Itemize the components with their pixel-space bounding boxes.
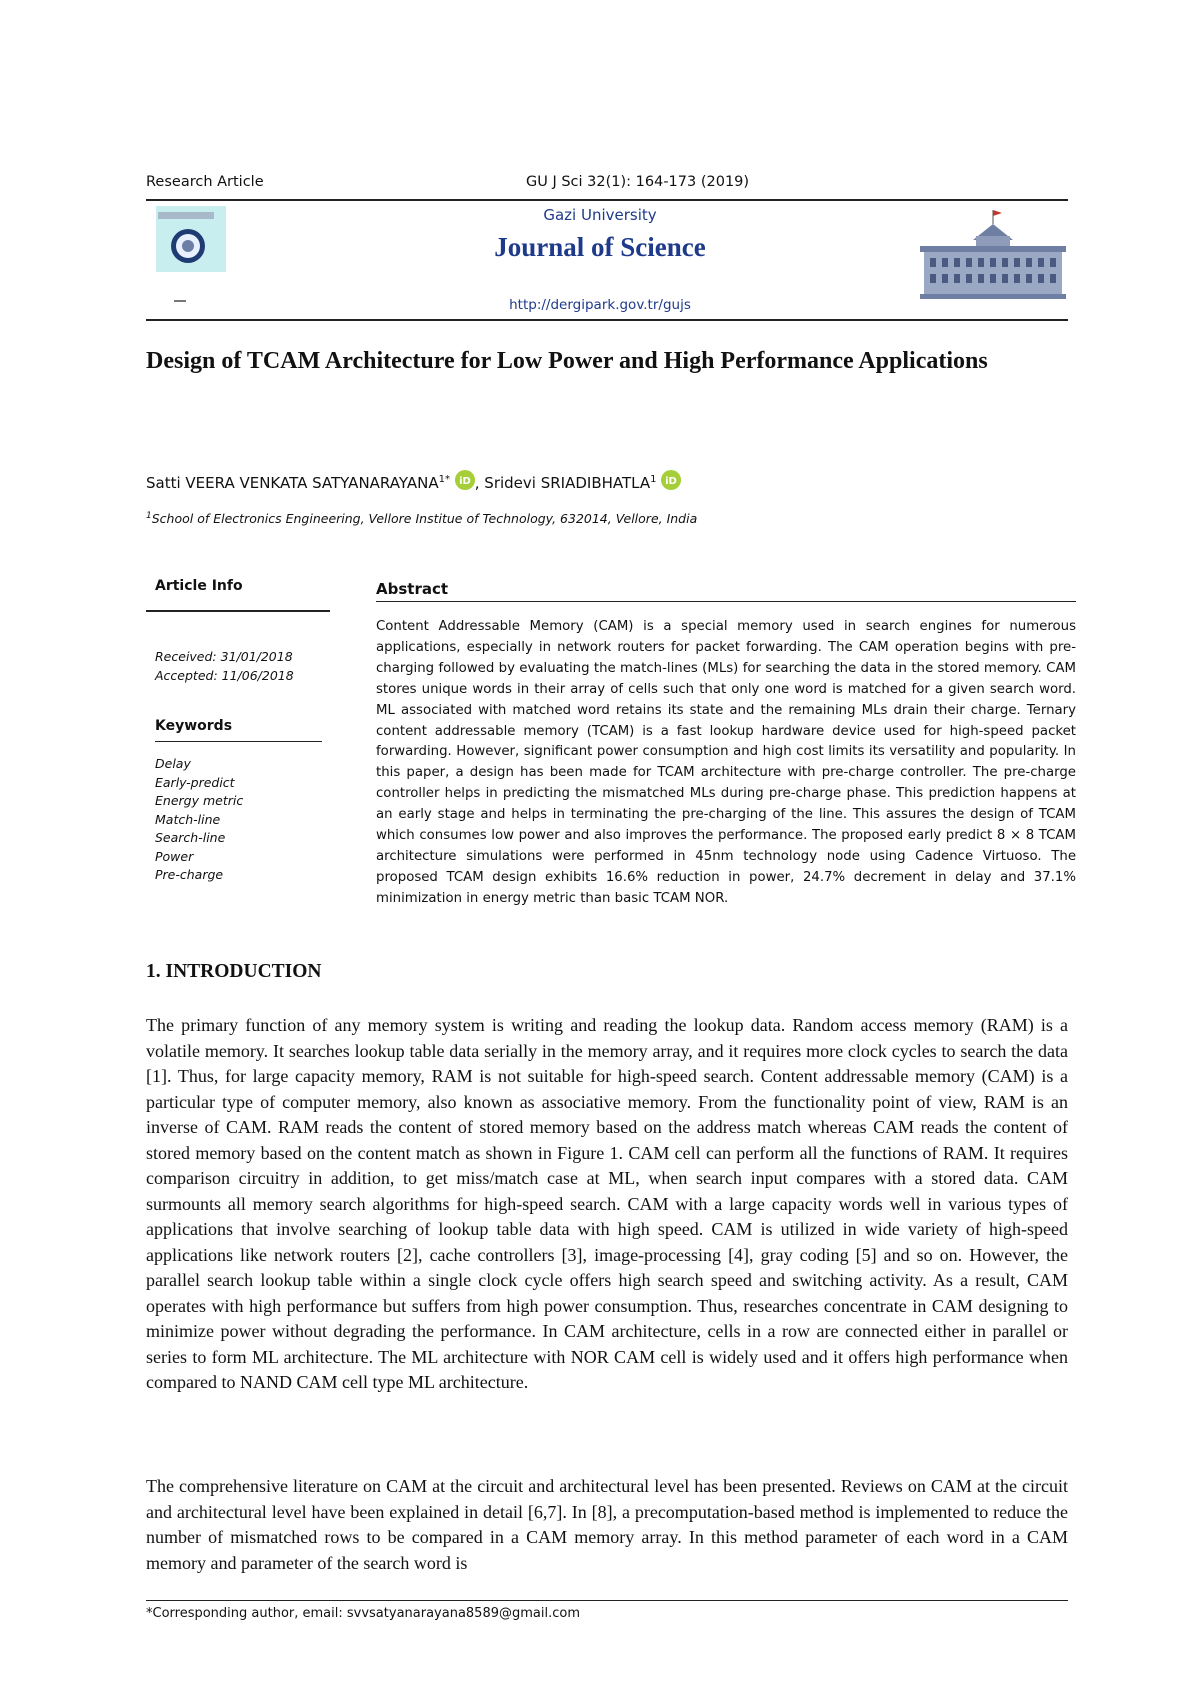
affiliation-superscript: 1 xyxy=(146,511,152,521)
journal-title: Journal of Science xyxy=(494,232,706,262)
svg-text:iD: iD xyxy=(458,476,471,487)
article-info-heading: Article Info xyxy=(155,578,243,594)
article-type: Research Article xyxy=(146,174,264,190)
keyword: Power xyxy=(155,848,194,864)
keyword: Search-line xyxy=(155,830,226,845)
body-paragraph: The comprehensive literature on CAM at the circuit and architectural level has been presented. Reviews on CAM at the circuit and architectural level have been explained in detail [6,7]. In [8], a precomputation-based method is implemented to reduce the number of mismatched rows to be compared in a CAM memory array. In this method parameter of each word in a CAM memory and parameter of the search word is xyxy=(146,1476,1068,1573)
university-building-icon xyxy=(918,206,1068,306)
corresponding-author-footnote: *Corresponding author, email: svvsatyanarayana8589@gmail.com xyxy=(146,1606,581,1621)
section-heading-introduction: 1. INTRODUCTION xyxy=(146,961,322,982)
keyword: Pre-charge xyxy=(155,867,224,882)
author-line xyxy=(146,470,681,492)
author-1: Satti VEERA VENKATA SATYANARAYANA xyxy=(146,474,439,492)
keyword: Delay xyxy=(155,756,191,771)
article-info-rule xyxy=(146,610,330,612)
orcid-icon[interactable] xyxy=(455,470,475,490)
orcid-icon[interactable] xyxy=(661,470,681,490)
header-rule-bottom xyxy=(146,319,1068,321)
keyword: Early-predict xyxy=(155,774,235,790)
abstract-rule xyxy=(376,601,1076,602)
keywords-rule xyxy=(155,741,322,742)
keyword: Energy metric xyxy=(155,793,244,808)
footnote-rule xyxy=(146,1600,1068,1601)
author-2-superscript: 1 xyxy=(650,474,657,485)
abstract-heading: Abstract xyxy=(376,580,449,598)
affiliation xyxy=(146,511,697,526)
journal-url-link[interactable]: http://dergipark.gov.tr/gujs xyxy=(509,297,691,313)
keywords-heading: Keywords xyxy=(155,718,233,734)
body-paragraph: The primary function of any memory system is writing and reading the lookup data. Random access memory (RAM) is a volatile memory. It searches lookup table data serially in the memory array, and it requires more clock cycles to search the data [1]. Thus, for large capacity memory, RAM is not suitable for high-speed search. Content addressable memory (CAM) is a particular type of computer memory, also known as associative memory. From the functionality point of view, RAM is an inverse of CAM. RAM reads the content of stored memory based on the address match whereas CAM reads the content of stored memory based on the content match as shown in Figure 1. CAM cell can perform all the functions of RAM. It requires comparison circuitry in addition, to get miss/match case at ML, when search input compares with a stored data. CAM surmounts all memory search algorithms for high-speed search. CAM with a large capacity words well in various types of applications that involve searching of lookup table data with high speed. CAM is utilized in wide variety of high-speed applications like network routers [2], cache controllers [3], image-processing [4], gray coding [5] and so on. However, the parallel search lookup table within a single clock cycle offers high search speed and switching activity. As a result, CAM operates with high performance but suffers from high power consumption. Thus, researches concentrate in CAM designing to minimize power without degrading the performance. In CAM architecture, cells in a row are connected either in parallel or series to form ML architecture. The ML architecture with NOR CAM cell is widely used and it offers high performance when compared to NAND CAM cell type ML architecture. xyxy=(146,1015,1068,1392)
received-date: Received: 31/01/2018 xyxy=(155,649,293,664)
accepted-date: Accepted: 11/06/2018 xyxy=(155,668,294,683)
author-2: Sridevi SRIADIBHATLA xyxy=(484,474,651,492)
keywords-list xyxy=(155,755,243,885)
article-dates xyxy=(155,647,294,685)
keyword: Match-line xyxy=(155,811,221,827)
header-rule-top xyxy=(146,199,1068,201)
university-name: Gazi University xyxy=(543,206,657,224)
author-separator: , xyxy=(474,474,485,492)
author-1-superscript: 1* xyxy=(438,474,450,485)
abstract-text: Content Addressable Memory (CAM) is a special memory used in search engines for numerous applications, especially in network routers for packet forwarding. The CAM operation begins with pre-charging followed by evaluating the match-lines (MLs) for searching the data in the stored memory. CAM stores unique words in their array of cells such that only one word is matched for a given search word. ML associated with matched word retains its state and the remaining MLs drain their charge. Ternary content addressable memory (TCAM) is a fast lookup hardware device used for high-speed packet forwarding. However, significant power consumption and high cost limits its versatility and popularity. In this paper, a design has been made for TCAM architecture with pre-charge controller. The pre-charge controller helps in predicting the mismatched MLs during pre-charge phase. This prediction happens at an early stage and helps in terminating the pre-charging of the line. This assures the design of TCAM which consumes low power and also improves the performance. The proposed early predict 8 × 8 TCAM architecture simulations were performed in 45nm technology node using Cadence Virtuoso. The proposed TCAM design exhibits 16.6% reduction in power, 24.7% decrement in delay and 37.1% minimization in energy metric than basic TCAM NOR. xyxy=(376,619,1076,906)
paper-title: Design of TCAM Architecture for Low Power and High Performance Applications xyxy=(146,348,988,374)
citation: GU J Sci 32(1): 164-173 (2019) xyxy=(526,174,750,190)
affiliation-text: School of Electronics Engineering, Vellore Institue of Technology, 632014, Vellore, India xyxy=(151,511,698,527)
svg-text:iD: iD xyxy=(665,476,678,487)
